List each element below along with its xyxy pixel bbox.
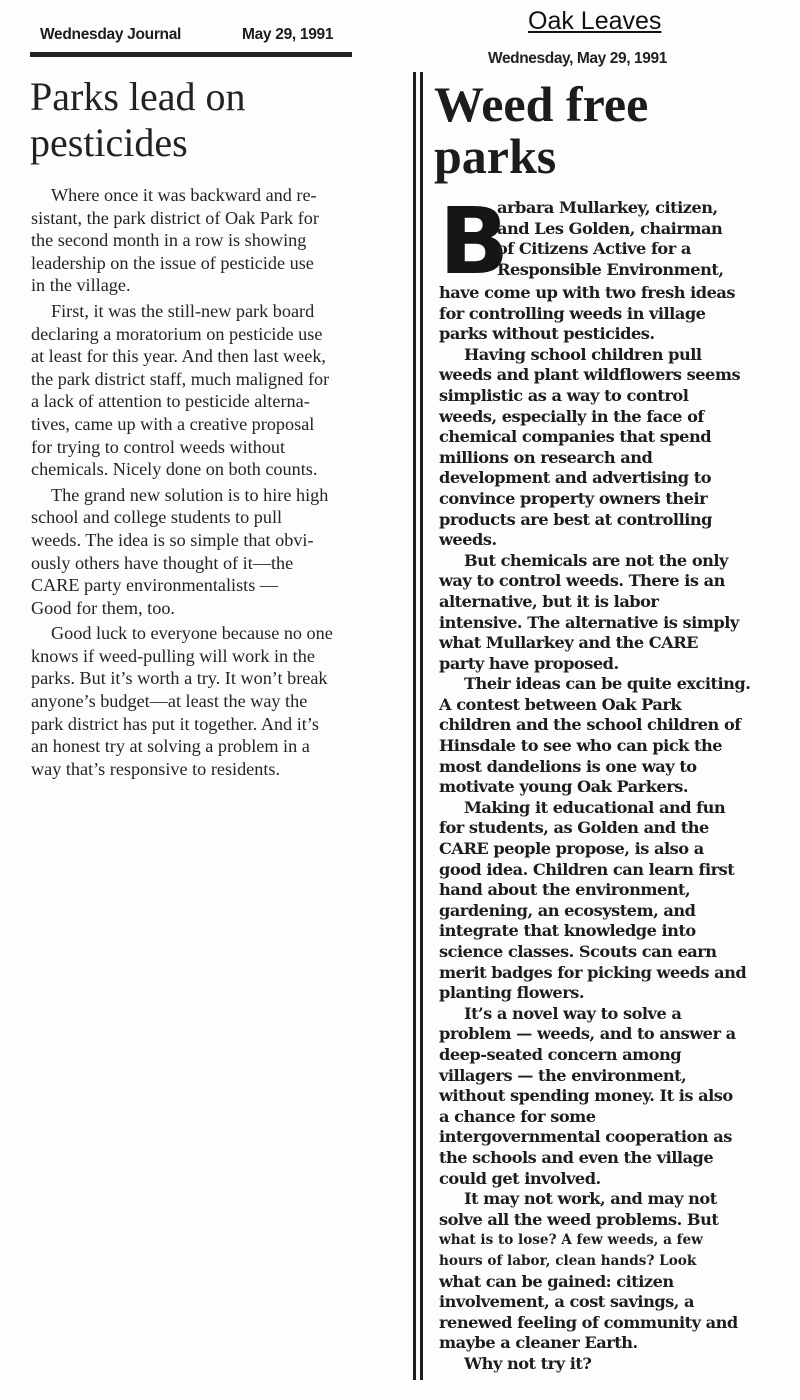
text-line: the park district staff, much maligned for xyxy=(31,368,330,389)
text-line: a chance for some xyxy=(439,1106,596,1126)
text-line: an honest try at solving a problem in a xyxy=(31,736,310,757)
text-line: at least for this year. And then last week, xyxy=(31,346,326,367)
body-lines xyxy=(439,283,796,1374)
text-line: Where once it was backward and re- xyxy=(51,185,317,205)
text-line: intergovernmental cooperation as xyxy=(439,1127,732,1147)
text-line: gardening, an ecosystem, and xyxy=(439,900,696,920)
text-line: Hinsdale to see who can pick the xyxy=(439,736,723,756)
left-headline xyxy=(30,74,390,166)
publication-date: Wednesday, May 29, 1991 xyxy=(488,50,667,67)
text-line: villagers — the environment, xyxy=(439,1065,687,1085)
text-line: Good luck to everyone because no one xyxy=(51,623,333,644)
text-line: CARE people propose, is also a xyxy=(439,839,704,859)
text-line: problem — weeds, and to answer a xyxy=(439,1024,736,1044)
text-line: what can be gained: citizen xyxy=(439,1271,674,1291)
text-line: leadership on the issue of pesticide use xyxy=(31,252,314,273)
text-line: the schools and even the village xyxy=(439,1147,714,1167)
lead-line: Responsible Environment, xyxy=(497,259,724,279)
text-line: merit badges for picking weeds and xyxy=(439,962,747,982)
text-line: weeds. The idea is so simple that obvi- xyxy=(31,529,314,550)
text-line: deep-seated concern among xyxy=(439,1044,682,1064)
oak-leaves-article xyxy=(420,0,800,1400)
text-line: for controlling weeds in village xyxy=(439,303,706,323)
text-line: integrate that knowledge into xyxy=(439,921,696,941)
text-line: anyone’s budget—at least the way the xyxy=(31,691,308,712)
text-line: CARE party environmentalists — xyxy=(31,575,279,596)
text-line: for trying to control weeds without xyxy=(31,436,286,457)
text-line: tives, came up with a creative proposal xyxy=(31,413,315,434)
text-line: products are best at controlling xyxy=(439,509,712,529)
text-line: simplistic as a way to control xyxy=(439,385,689,405)
text-line: millions on research and xyxy=(439,447,653,467)
text-line: ously others have thought of it—the xyxy=(31,552,294,573)
text-line: the second month in a row is showing xyxy=(31,230,307,251)
left-article-body xyxy=(31,184,381,783)
text-line: weeds. xyxy=(439,530,497,550)
text-line: chemical companies that spend xyxy=(439,427,712,447)
text-line: intensive. The alternative is simply xyxy=(439,612,739,632)
lead-line: of Citizens Active for a xyxy=(497,239,691,259)
text-line: weeds and plant wildflowers seems xyxy=(439,365,741,385)
text-line: solve all the weed problems. But xyxy=(439,1209,719,1229)
paragraph xyxy=(31,184,381,297)
text-line: First, it was the still-new park board xyxy=(51,300,315,321)
text-line: Their ideas can be quite exciting. xyxy=(464,674,751,694)
text-line: children and the school children of xyxy=(439,715,741,735)
text-line: hours of labor, clean hands? Look xyxy=(439,1252,697,1269)
text-line: park district has put it together. And it’s xyxy=(31,713,319,734)
text-line: It’s a novel way to solve a xyxy=(464,1003,682,1023)
source-label: Oak Leaves xyxy=(528,7,662,35)
divider-rule xyxy=(413,72,416,1380)
text-line: what is to lose? A few weeds, a few xyxy=(439,1232,703,1249)
text-line: good idea. Children can learn first xyxy=(439,859,735,879)
text-line: have come up with two fresh ideas xyxy=(439,283,736,302)
text-line: sistant, the park district of Oak Park for xyxy=(31,207,319,228)
text-line: what Mullarkey and the CARE xyxy=(439,633,698,653)
text-line: way that’s responsive to residents. xyxy=(31,758,281,779)
text-line: knows if weed-pulling will work in the xyxy=(31,645,315,666)
paragraph xyxy=(31,484,381,620)
text-line: motivate young Oak Parkers. xyxy=(439,777,689,797)
text-line: convince property owners their xyxy=(439,488,708,508)
publication-date: May 29, 1991 xyxy=(242,26,334,43)
text-line: involvement, a cost savings, a xyxy=(439,1292,695,1312)
text-line: It may not work, and may not xyxy=(464,1189,717,1209)
text-line: Having school children pull xyxy=(464,344,702,364)
paragraph xyxy=(31,300,381,481)
text-line: most dandelions is one way to xyxy=(439,756,697,776)
text-line: renewed feeling of community and xyxy=(439,1312,738,1332)
text-line: Why not try it? xyxy=(464,1353,592,1373)
text-line: Good for them, too. xyxy=(31,597,175,618)
text-line: maybe a cleaner Earth. xyxy=(439,1333,638,1353)
masthead-rule xyxy=(30,52,352,57)
text-line: hand about the environment, xyxy=(439,880,691,900)
text-line: planting flowers. xyxy=(439,983,584,1003)
text-line: school and college students to pull xyxy=(31,507,283,528)
text-line: party have proposed. xyxy=(439,653,619,673)
text-line: without spending money. It is also xyxy=(439,1086,733,1106)
text-line: parks. But it’s worth a try. It won’t break xyxy=(31,668,328,689)
drop-cap: B xyxy=(439,188,509,295)
text-line: declaring a moratorium on pesticide use xyxy=(31,323,323,344)
text-line: But chemicals are not the only xyxy=(464,550,728,570)
text-line: a lack of attention to pesticide alterna- xyxy=(31,391,310,412)
text-line: science classes. Scouts can earn xyxy=(439,942,717,961)
text-line: for students, as Golden and the xyxy=(439,818,709,838)
right-headline xyxy=(434,78,794,182)
text-line: in the village. xyxy=(31,275,131,296)
text-line: alternative, but it is labor xyxy=(439,591,659,611)
text-line: parks without pesticides. xyxy=(439,324,655,344)
publication-name: Wednesday Journal xyxy=(40,26,182,43)
text-line: The grand new solution is to hire high xyxy=(51,484,329,505)
lead-line: arbara Mullarkey, citizen, xyxy=(497,198,718,217)
text-line: A contest between Oak Park xyxy=(439,694,682,714)
paragraph xyxy=(31,622,381,780)
right-article-body xyxy=(439,188,796,1374)
lead-line: and Les Golden, chairman xyxy=(497,218,723,238)
headline-line: Parks lead on xyxy=(30,74,246,119)
text-line: weeds, especially in the face of xyxy=(439,406,704,426)
text-line: chemicals. Nicely done on both counts. xyxy=(31,459,318,480)
text-line: Making it educational and fun xyxy=(464,797,726,817)
headline-line: pesticides xyxy=(30,120,188,165)
text-line: way to control weeds. There is an xyxy=(439,571,725,591)
text-line: development and advertising to xyxy=(439,468,712,488)
headline-line: Weed free xyxy=(434,76,649,132)
masthead xyxy=(38,26,352,46)
headline-line: parks xyxy=(434,128,557,184)
text-line: could get involved. xyxy=(439,1168,601,1188)
